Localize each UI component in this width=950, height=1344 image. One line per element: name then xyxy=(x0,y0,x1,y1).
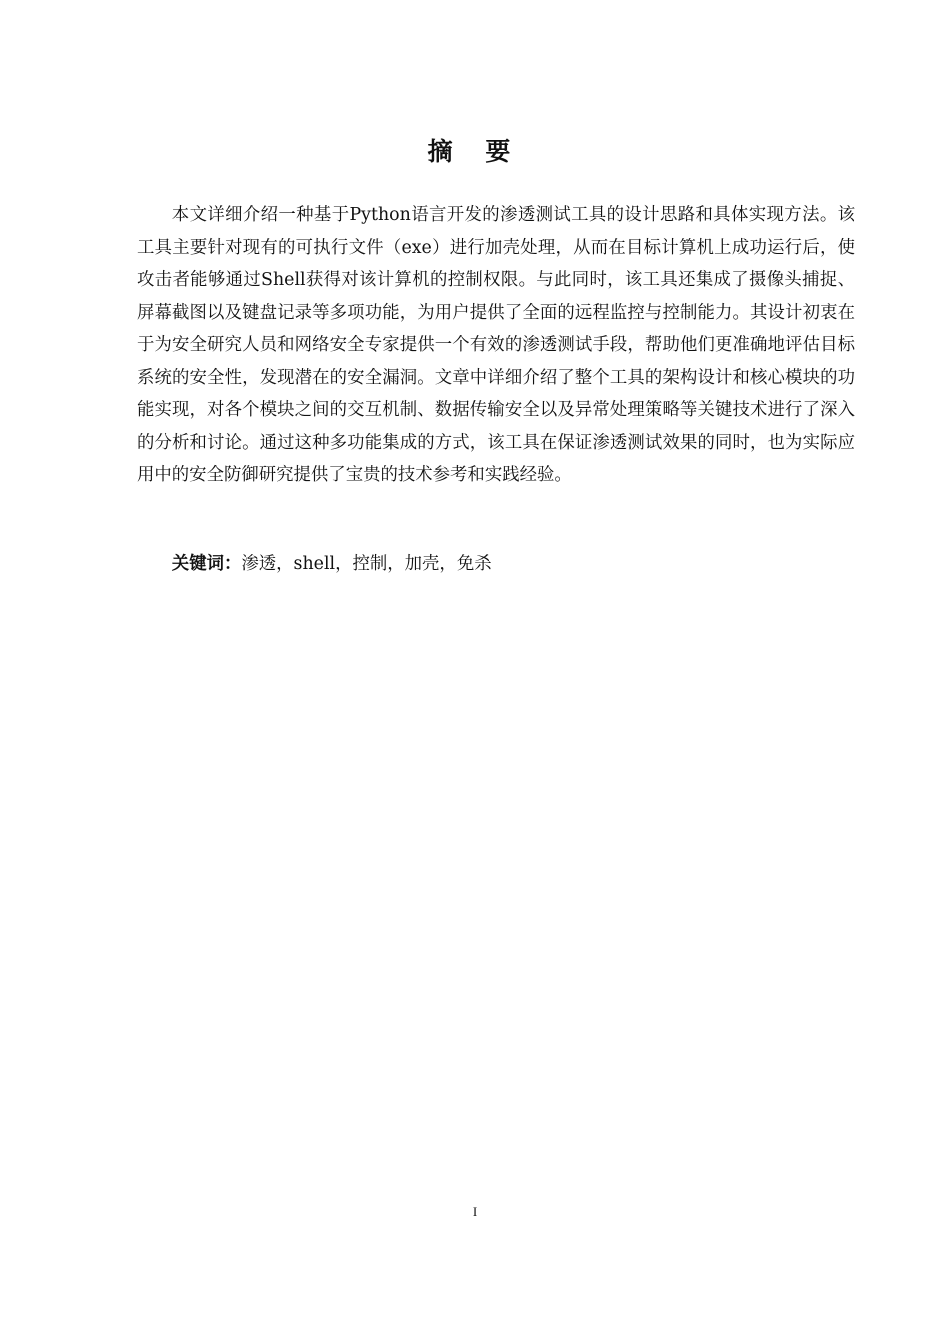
page-title: 摘 要 xyxy=(427,137,523,166)
page-number: I xyxy=(472,1204,478,1219)
keywords-value: 渗透，shell，控制，加壳，免杀 xyxy=(241,554,492,574)
keywords-line xyxy=(137,548,855,580)
keywords-label: 关键词： xyxy=(171,554,242,574)
abstract-paragraph: 本文详细介绍一种基于Python语言开发的渗透测试工具的设计思路和具体实现方法。该工具主要针对现有的可执行文件（exe）进行加壳处理，从而在目标计算机上成功运行后，使攻击者能够通过Shell获得对该计算机的控制权限。与此同时，该工具还集成了摄像头捕捉、屏幕截图以及键盘记录等多项功能，为用户提供了全面的远程监控与控制能力。其设计初衷在于为安全研究人员和网络安全专家提供一个有效的渗透测试手段，帮助他们更准确地评估目标系统的安全性，发现潜在的安全漏洞。文章中详细介绍了整个工具的架构设计和核心模块的功能实现，对各个模块之间的交互机制、数据传输安全以及异常处理策略等关键技术进行了深入的分析和讨论。通过这种多功能集成的方式，该工具在保证渗透测试效果的同时，也为实际应用中的安全防御研究提供了宝贵的技术参考和实践经验。 xyxy=(137,205,855,485)
